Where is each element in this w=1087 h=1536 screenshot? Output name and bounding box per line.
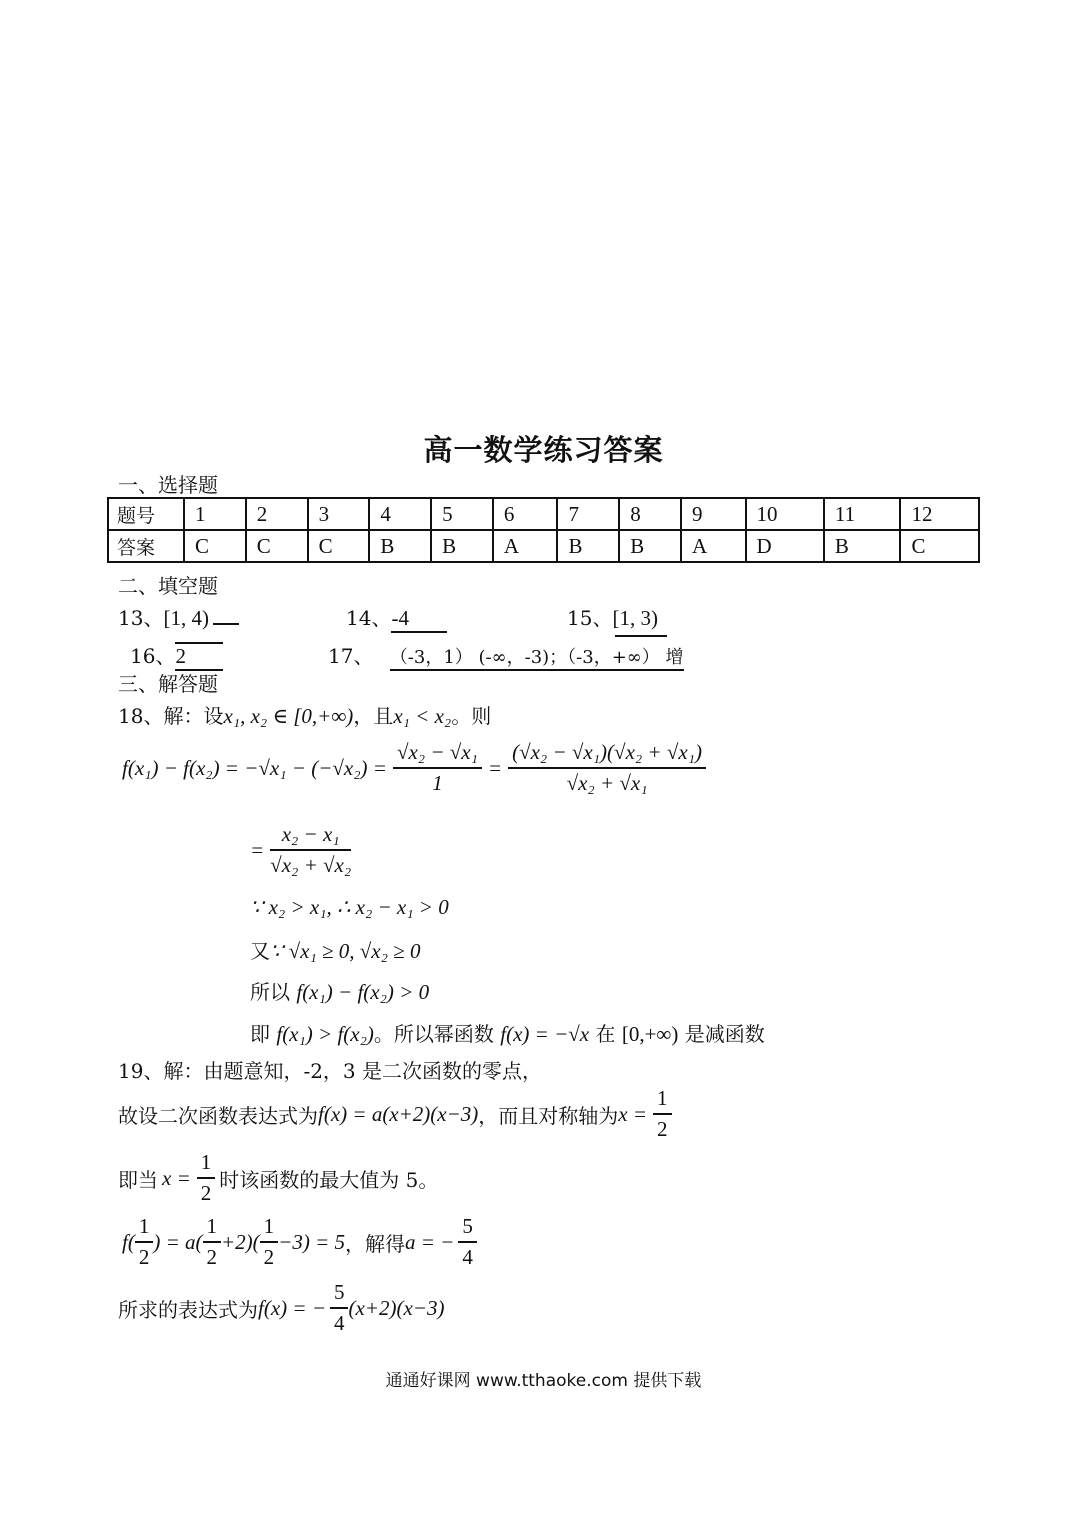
table-cell: 12 [900, 498, 979, 530]
eq1-frac-1-den: 1 [432, 771, 443, 795]
eq1-frac-1 [393, 740, 482, 796]
q18-ineq: x₁ < x₂ [393, 704, 452, 728]
q18-intro [118, 700, 491, 729]
answer-table [107, 497, 980, 563]
line6-e: 在 [595, 1022, 616, 1046]
table-cell: 10 [746, 498, 824, 530]
q19-l4-c: +2)( [221, 1229, 260, 1254]
table-cell: 7 [557, 498, 619, 530]
q19-l2-d: x = [618, 1101, 648, 1126]
half-den: 2 [200, 1181, 212, 1205]
table-cell: B [824, 530, 901, 562]
page-title: 高一数学练习答案 [423, 433, 664, 467]
line4-math: ∵ √x₁ ≥ 0, √x₂ ≥ 0 [270, 939, 421, 963]
half-num: 1 [653, 1086, 672, 1115]
q19-half-5 [260, 1214, 279, 1270]
eq1-frac-2-num: (√x₂ − √x₁)(√x₂ + √x₁) [508, 740, 706, 769]
q17-label: 17、 [328, 644, 374, 668]
line5-math: f(x₁) − f(x₂) > 0 [296, 980, 430, 1004]
eq2-den: √x₂ + √x₂ [270, 853, 352, 877]
q13-label: 13、 [118, 606, 164, 630]
q19-l5-c: (x+2)(x−3) [348, 1295, 445, 1320]
half-num: 1 [135, 1214, 154, 1243]
q16 [130, 640, 223, 671]
table-cell: 9 [681, 498, 746, 530]
table-cell: B [619, 530, 681, 562]
q19-line-1: 19、解：由题意知，-2，3 是二次函数的零点， [118, 1059, 543, 1083]
table-cell: 6 [493, 498, 558, 530]
eq2-frac [270, 822, 351, 878]
table-cell: B [431, 530, 493, 562]
q19-half-1 [653, 1086, 672, 1142]
q18-line-6 [250, 1018, 765, 1047]
four: 4 [333, 1311, 345, 1335]
row-head-number: 题号 [108, 498, 184, 530]
line4-text: 又 [250, 939, 270, 963]
q18-equation-1: f(x₁) − f(x₂) = −√x₁ − (−√x₂) = $\frac{\text{√x₂ − √x₁}}{1}$ = $\frac{\text{(√x₂ − √x₁)(√x₂ + √x₁)}}{\text{√x₂ + √x₁}}$ [122, 740, 706, 796]
four: 4 [462, 1245, 473, 1269]
q14-answer: -4 [391, 606, 447, 633]
section-fill-heading: 二、填空题 [118, 574, 218, 598]
eq1-frac-2-den: √x₂ + √x₁ [566, 771, 648, 795]
q18-line-4 [250, 935, 420, 964]
q16-label: 16、 [130, 644, 176, 668]
q19-line-2 [118, 1086, 672, 1142]
q15 [567, 602, 658, 631]
line6-a: 即 [250, 1022, 270, 1046]
q14-label: 14、 [346, 606, 392, 630]
q19-l4-d: −3) = 5 [278, 1229, 346, 1254]
half-den: 2 [206, 1245, 217, 1269]
section-choice-heading: 一、选择题 [118, 473, 218, 497]
half-den: 2 [657, 1117, 668, 1141]
table-cell: D [746, 530, 824, 562]
table-cell: 8 [619, 498, 681, 530]
q18-line-5 [250, 976, 429, 1005]
q19-l2-a: 故设二次函数表达式为 [118, 1103, 318, 1128]
line5-text: 所以 [250, 980, 290, 1004]
line6-g: 是减函数 [684, 1022, 765, 1046]
table-cell: 4 [369, 498, 431, 530]
row-head-answer: 答案 [108, 530, 184, 562]
eq1-frac-2 [508, 740, 706, 796]
table-cell: 11 [824, 498, 901, 530]
table-cell: 5 [431, 498, 493, 530]
q18-and: ，且 [353, 704, 394, 728]
q15-label: 15、 [567, 606, 613, 630]
table-cell: C [184, 530, 246, 562]
table-cell: 1 [184, 498, 246, 530]
table-cell: C [308, 530, 370, 562]
line6-f: [0,+∞) [621, 1022, 679, 1046]
q19-l3-a: 即当 [118, 1167, 158, 1192]
q19-l2-c: ，而且对称轴为 [478, 1103, 619, 1128]
q19-l5-b: f(x) = − [258, 1295, 326, 1320]
q19-line-4 [122, 1214, 477, 1270]
q19-l5-a: 所求的表达式为 [118, 1297, 258, 1322]
five: 5 [458, 1214, 477, 1243]
q19-l3-b: x = [162, 1165, 191, 1190]
q19-line-3 [118, 1150, 438, 1206]
q18-equation-2: = $\frac{\text{x₂ − x₁}}{\text{√x₂ + √x₂}}$ [250, 822, 352, 877]
q19-line-5 [118, 1280, 444, 1336]
table-cell: B [369, 530, 431, 562]
table-cell: B [557, 530, 619, 562]
overline-decoration [615, 635, 667, 637]
q18-set: x₁, x₂ ∈ [0,+∞) [223, 704, 354, 728]
half-num: 1 [203, 1214, 222, 1243]
q19-l4-a: f( [122, 1229, 135, 1254]
q15-answer: [1, 3) [612, 606, 658, 630]
table-cell: C [900, 530, 979, 562]
line6-d: f(x) = −√x [500, 1022, 590, 1046]
q18-then: 。则 [451, 704, 492, 728]
footer-credit: 通通好课网 www.tthaoke.com 提供下载 [385, 1371, 702, 1391]
q19-half-3 [135, 1214, 154, 1270]
q19-half-2 [197, 1150, 216, 1206]
q19-l2-b: f(x) = a(x+2)(x−3) [318, 1101, 479, 1126]
q13 [118, 602, 239, 631]
half-num: 1 [197, 1150, 216, 1179]
eq1-frac-1-num: √x₂ − √x₁ [393, 740, 482, 769]
five: 5 [330, 1280, 349, 1309]
half-den: 2 [138, 1245, 150, 1269]
q19-five-fourths-1 [458, 1214, 477, 1270]
q19-l4-f: a = − [405, 1229, 455, 1254]
line6-b: f(x₁) > f(x₂) [276, 1022, 374, 1046]
q17 [328, 640, 684, 671]
q19-l4-b: ) = a( [153, 1229, 203, 1254]
q19-five-fourths-2 [330, 1280, 349, 1336]
table-cell: C [246, 530, 308, 562]
table-row-answers [108, 530, 979, 562]
q18-line-3: ∵ x₂ > x₁, ∴ x₂ − x₁ > 0 [250, 895, 449, 919]
q19-half-4 [203, 1214, 222, 1270]
line6-c: 。所以幂函数 [373, 1022, 494, 1046]
eq1-lhs: f(x₁) − f(x₂) = −√x₁ − (−√x₂) = [122, 755, 387, 780]
table-cell: 2 [246, 498, 308, 530]
table-cell: A [681, 530, 746, 562]
q19-l4-e: ，解得 [345, 1231, 406, 1256]
section-solve-heading: 三、解答题 [118, 672, 218, 696]
q13-answer: [1, 4) [163, 606, 209, 630]
eq2-num: x₂ − x₁ [270, 822, 351, 851]
q18-intro-text: 18、解：设 [118, 704, 224, 728]
q14 [346, 602, 447, 633]
q17-answer: （-3，1） (-∞，-3)；（-3，+∞） 增 [390, 643, 684, 671]
q16-answer: 2 [175, 642, 223, 671]
q19-l3-c: 时该函数的最大值为 5。 [219, 1167, 439, 1192]
table-cell: 3 [308, 498, 370, 530]
table-cell: A [493, 530, 558, 562]
half-num: 1 [260, 1214, 279, 1243]
table-row-numbers [108, 498, 979, 530]
half-den: 2 [263, 1245, 275, 1269]
